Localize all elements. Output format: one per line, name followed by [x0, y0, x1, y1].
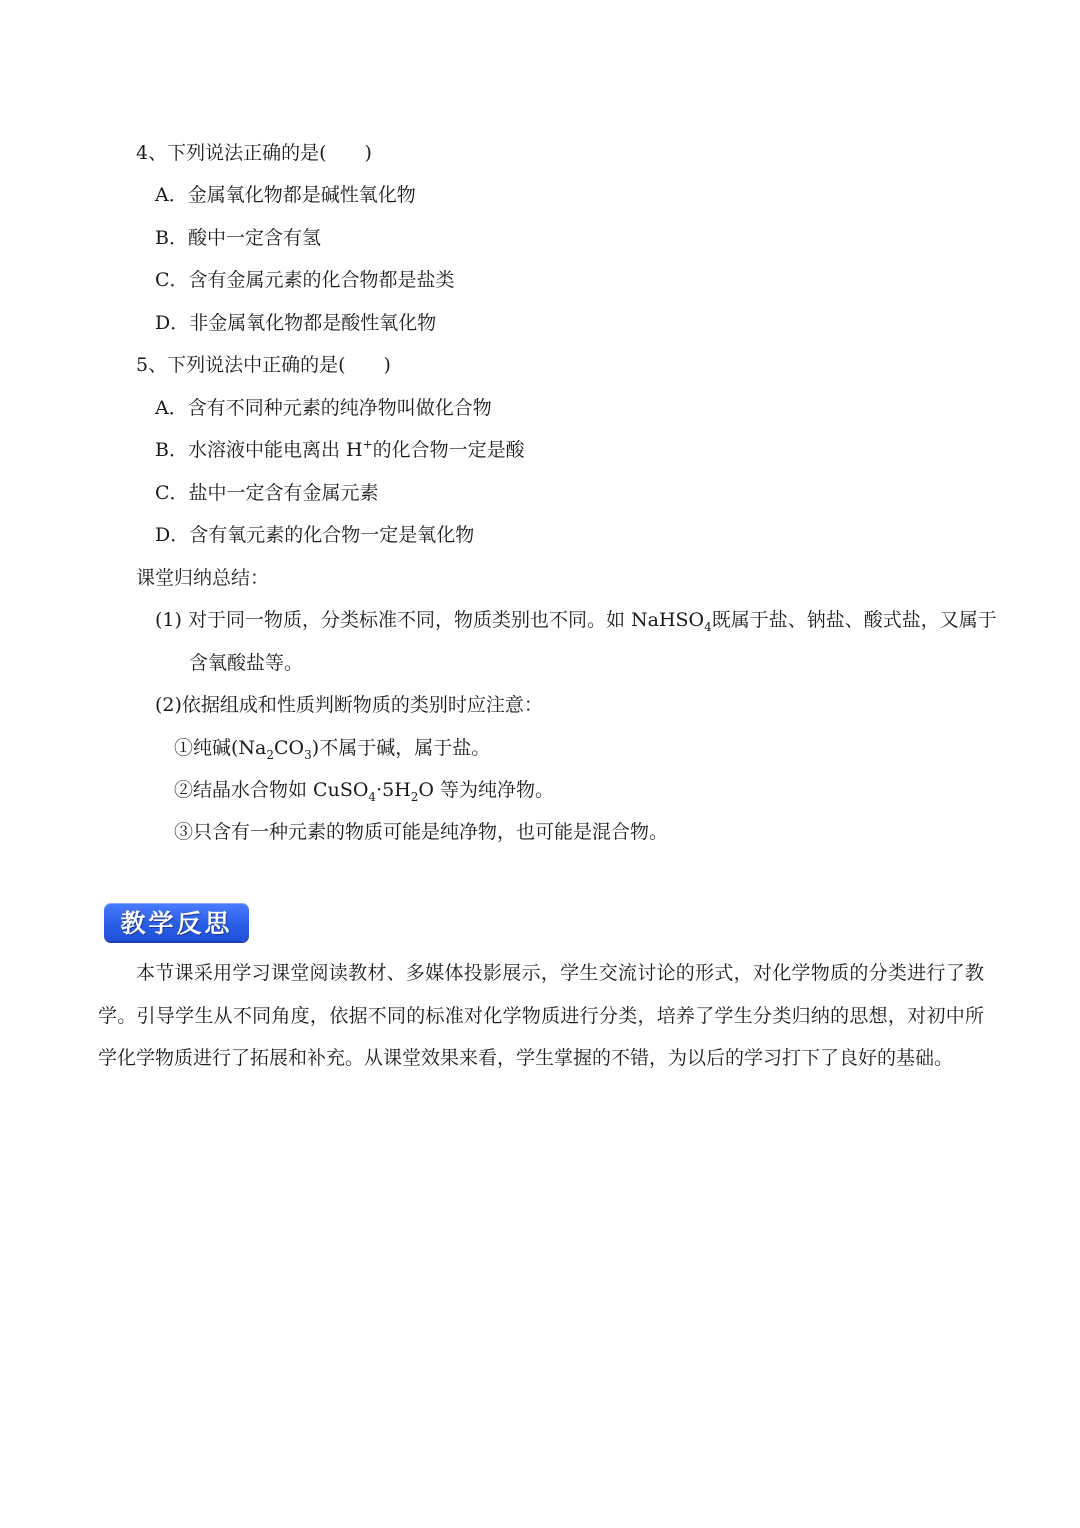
summary-item-3: ③只含有一种元素的物质可能是纯净物，也可能是混合物。 [174, 821, 669, 843]
subscript-4: 4 [704, 619, 712, 634]
summary-point-1-text: (1) 对于同一物质，分类标准不同，物质类别也不同。如 NaHSO [155, 609, 705, 631]
subscript: 2 [410, 789, 419, 804]
summary-item-1-text: ①纯碱(Na [174, 737, 267, 759]
question-5-option-c: C．盐中一定含有金属元素 [155, 482, 379, 504]
superscript-plus: + [362, 437, 373, 452]
question-4-option-c: C．含有金属元素的化合物都是盐类 [155, 269, 455, 291]
question-4-option-d: D．非金属氧化物都是酸性氧化物 [155, 312, 437, 334]
summary-item-2-text: ②结晶水合物如 CuSO [174, 779, 369, 801]
summary-point-1-line-2: 含氧酸盐等。 [189, 652, 304, 674]
section-banner-title: 教学反思 [120, 909, 233, 938]
summary-item-2 [174, 776, 554, 804]
question-4-option-a: A．金属氧化物都是碱性氧化物 [155, 184, 416, 206]
question-5-option-b-text: B．水溶液中能电离出 H [155, 439, 363, 461]
question-4-option-b: B．酸中一定含有氢 [155, 227, 321, 249]
summary-item-1-text-end: )不属于碱，属于盐。 [311, 737, 491, 759]
question-5-option-d: D．含有氧元素的化合物一定是氧化物 [155, 524, 475, 546]
summary-point-1-line-1 [155, 606, 997, 634]
subscript: 3 [304, 747, 312, 762]
question-4-stem: 4、下列说法正确的是( ) [136, 142, 372, 164]
summary-item-1-text-mid: CO [274, 737, 305, 759]
question-5-option-b-text-end: 的化合物一定是酸 [372, 439, 525, 461]
subscript: 2 [266, 747, 275, 762]
summary-point-1-text-end: 既属于盐、钠盐、酸式盐，又属于 [711, 609, 997, 631]
subscript: 4 [368, 789, 377, 804]
question-5-option-a: A．含有不同种元素的纯净物叫做化合物 [155, 397, 492, 419]
summary-heading: 课堂归纳总结： [136, 567, 270, 589]
question-5-option-b [155, 436, 525, 464]
reflection-paragraph: 本节课采用学习课堂阅读教材、多媒体投影展示，学生交流讨论的形式，对化学物质的分类进行了教学。引导学生从不同角度，依据不同的标准对化学物质进行分类，培养了学生分类归纳的思想，对初中所学化学物质进行了拓展和补充。从课堂效果来看，学生掌握的不错，为以后的学习打下了良好的基础。 [98, 962, 984, 1069]
section-banner-teaching-reflection [104, 903, 249, 941]
summary-point-2: (2)依据组成和性质判断物质的类别时应注意： [155, 694, 543, 716]
summary-item-1 [174, 734, 490, 762]
summary-item-2-text-end: O 等为纯净物。 [418, 779, 555, 801]
question-5-stem: 5、下列说法中正确的是( ) [136, 354, 391, 376]
summary-item-2-text-mid: ·5H [376, 779, 411, 801]
